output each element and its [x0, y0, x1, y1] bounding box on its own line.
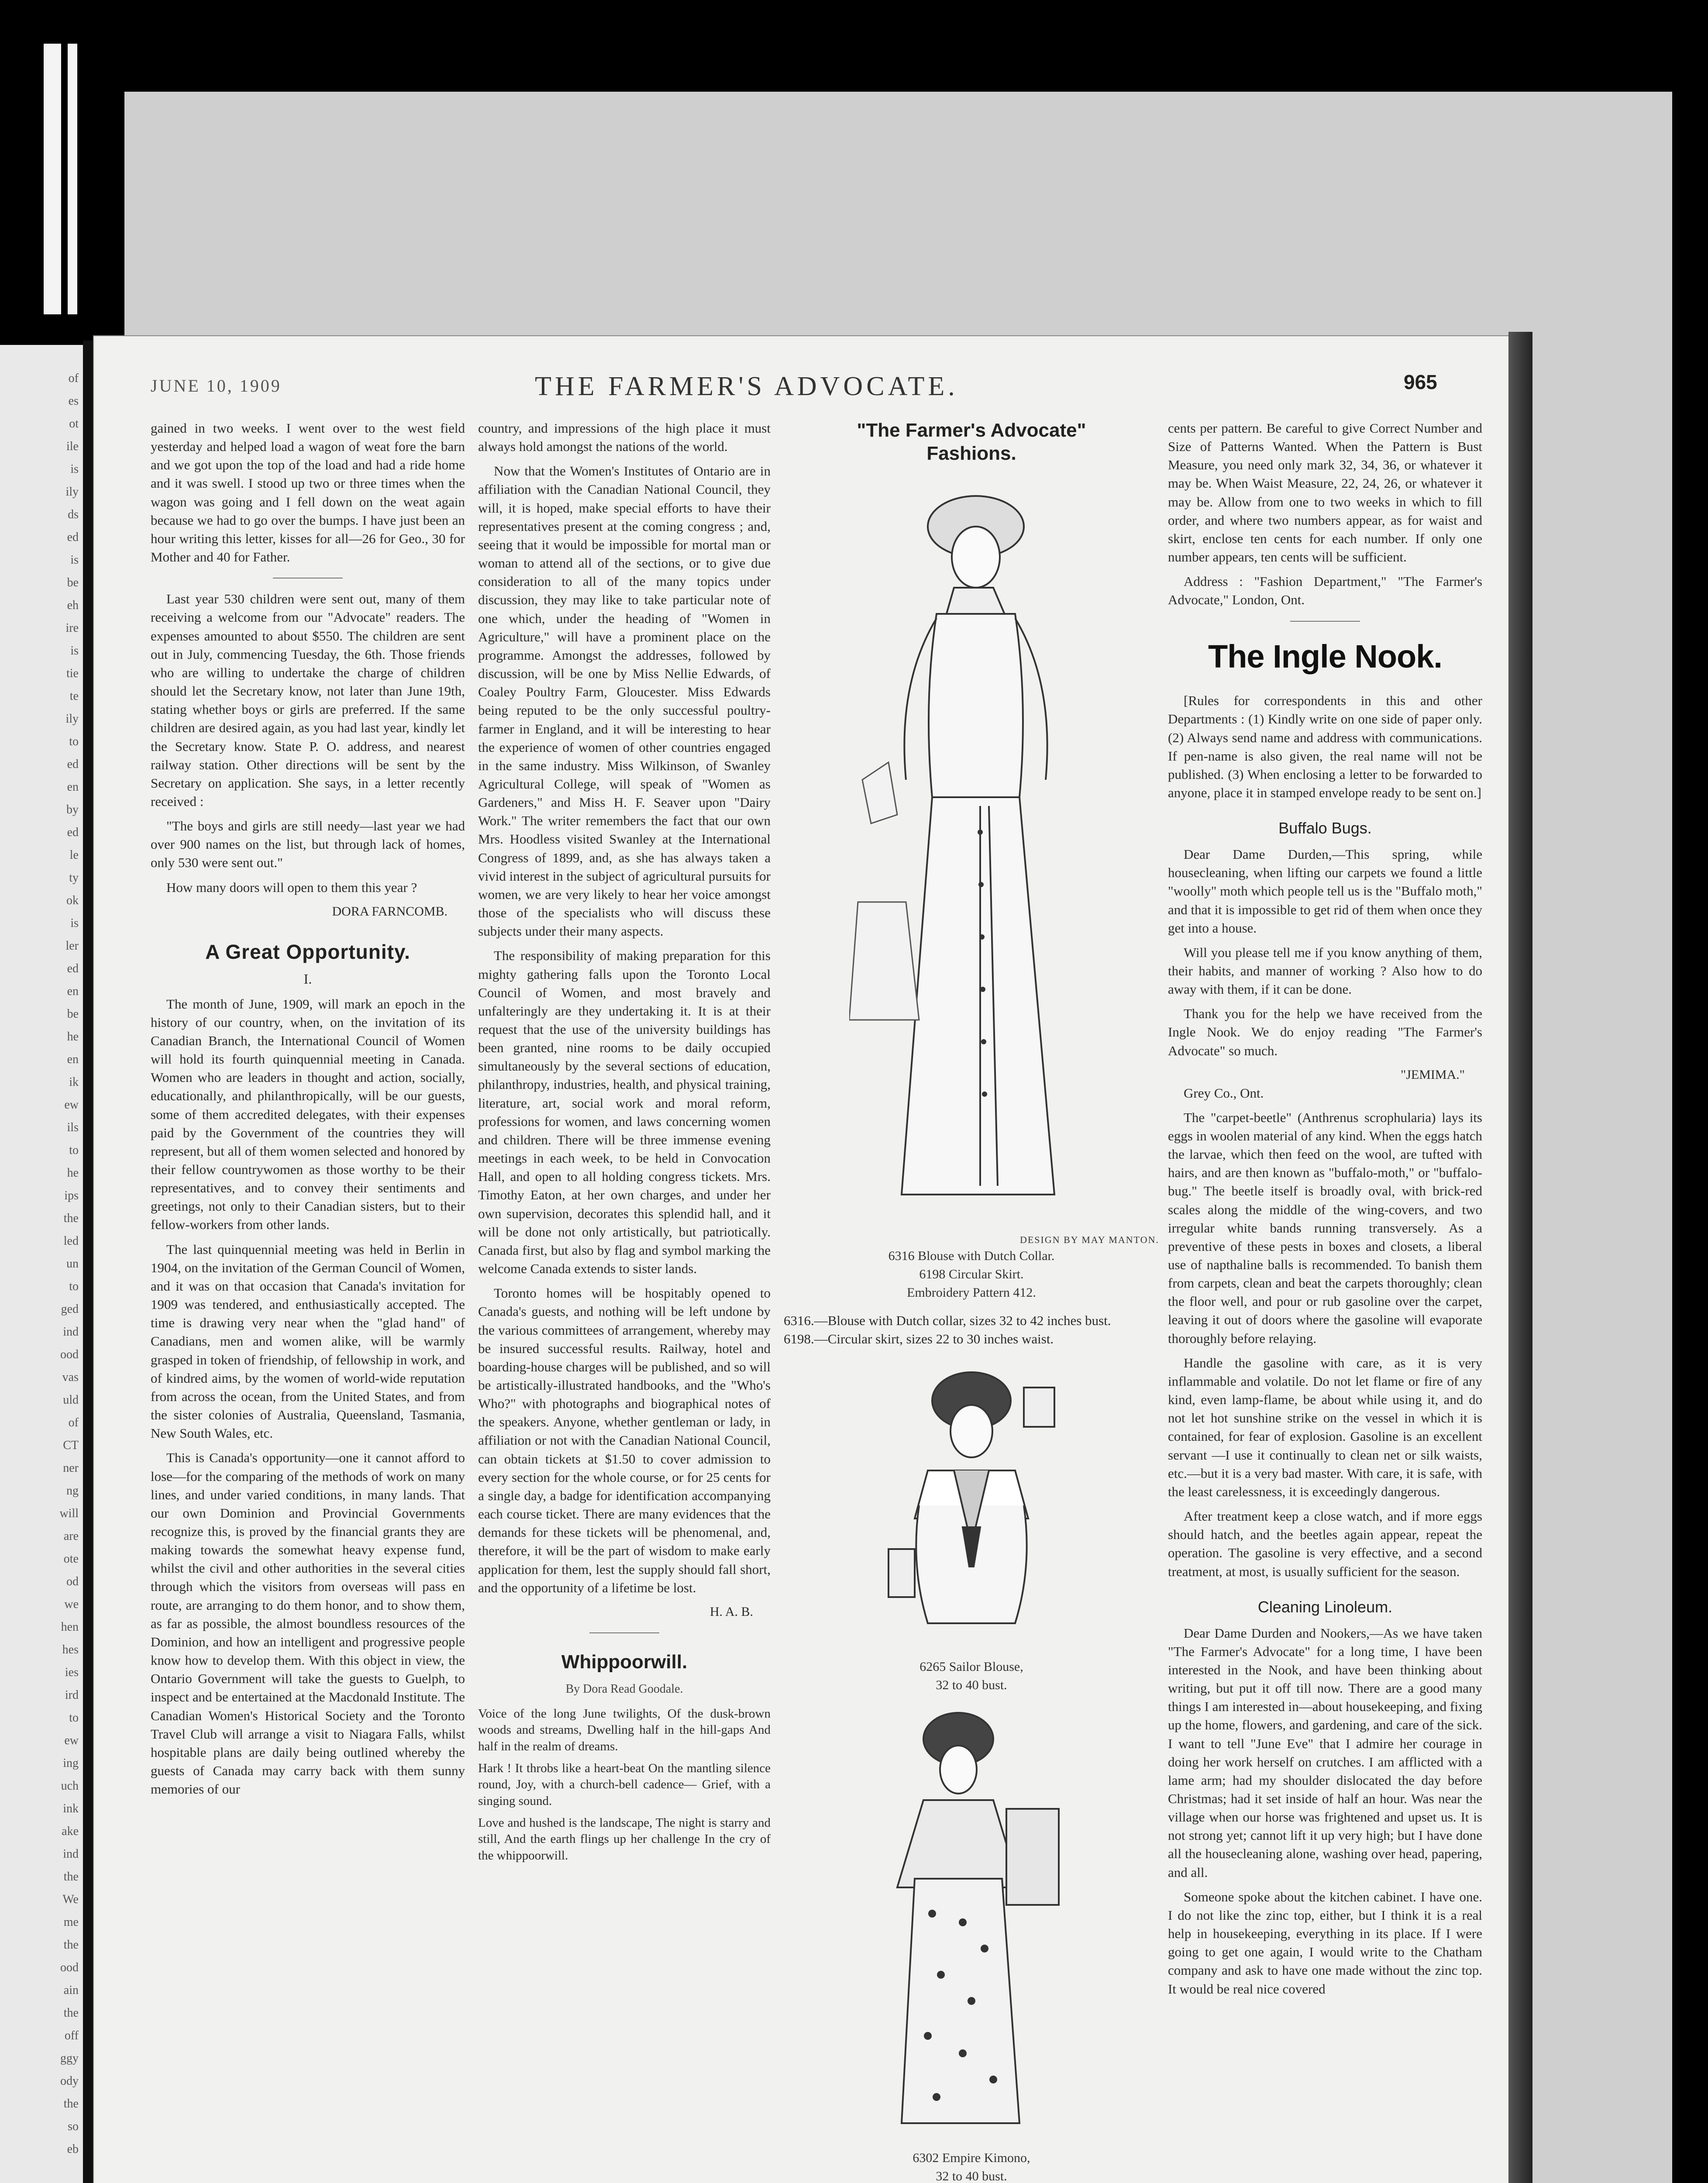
facing-page-fragment: ew	[64, 1734, 79, 1747]
facing-page-fragment: ood	[60, 1348, 79, 1361]
section-heading-cleaning-linoleum: Cleaning Linoleum.	[1257, 1598, 1393, 1616]
page-number: 965	[1404, 371, 1437, 393]
facing-page-fragment: ed	[67, 826, 79, 839]
caption-line: 32 to 40 bust.	[936, 1678, 1007, 1693]
facing-page-fragment: the	[63, 1870, 79, 1883]
facing-page-fragment: is	[70, 462, 79, 476]
article-paragraph: The month of June, 1909, will mark an epoch in the history of our country, when, on the invitation of its Canadian Branch, the International Council of Women will hold its fourth quinquennial meeting in Canada. Women who are leaders in thought and action, socially, educationally, and philanthropically, will be our guests, some of them accredited delegates, with their expenses paid by the Government of the countries they will represent, but all of them women selected and honored by their fellow countrywomen as those worthy to be their representatives, and to convey their sentiments and greetings, not only to their Canadian sisters, but to their fellow-workers from other lands.	[151, 996, 465, 1233]
facing-page-fragment: ink	[63, 1802, 79, 1815]
facing-page-fragment: ed	[67, 758, 79, 771]
facing-page-edge	[0, 345, 85, 2183]
facing-page-fragment: ing	[63, 1756, 79, 1770]
facing-page-fragment: he	[67, 1166, 79, 1180]
caption-line: 6198 Circular Skirt.	[919, 1267, 1024, 1281]
facing-page-fragment: ik	[69, 1075, 79, 1089]
facing-page-fragment: ile	[66, 440, 79, 453]
pattern-address: Address : "Fashion Department," "The Farmer's Advocate," London, Ont.	[1168, 574, 1482, 608]
facing-page-fragment: We	[62, 1893, 79, 1906]
facing-page-fragment: ire	[65, 621, 79, 635]
facing-page-fragment: ok	[66, 894, 79, 907]
facing-page-fragment: ake	[62, 1825, 79, 1838]
facing-page-fragment: ody	[60, 2074, 79, 2088]
reply-paragraph: The "carpet-beetle" (Anthrenus scrophularia) lays its eggs in woolen material of any kind. When the eggs hatch the larvae, which then feed on the wool, are tufted with hairs, and are then known as "buffalo-moth," or "buffalo-bug." The beetle itself is broadly oval, with brick-red scales along the middle of the wing-covers, and two irregular white bands running transversely. As a preventive of these pests in boxes and closets, a liberal use of napthaline balls is recommended. To banish them from carpets, clean and beat the carpets thoroughly; clean the floor well, and pour or rub gasoline over the carpet, leaving it out of doors where the gasoline will evaporate thoroughly before relaying.	[1168, 1109, 1482, 1346]
facing-page-fragment: hen	[61, 1620, 79, 1634]
signature: DORA FARNCOMB.	[332, 904, 448, 919]
column-4-ingle-nook	[1168, 419, 1482, 2004]
article-paragraph: Toronto homes will be hospitably opened to Canada's guests, and nothing will be left undone by the various committees of arrangement, whereby may be insured successful results. Railway, hotel and boarding-house charges will be published, and so will be artistically-illustrated handbooks, and the "Who's Who?" with photographs and biographical notes of the speakers. Anyone, whether gentleman or lady, in affiliation or not with the Canadian National Council, can obtain tickets at $1.50 to cover admission to every section for the whole course, or for 25 cents for a single day, a badge for identification accompanying each course ticket. There are many evidences that the demands for these tickets will be phenomenal, and, therefore, it will be the part of wisdom to make early application for them, lest the supply should fall short, and the opportunity of a lifetime be lost.	[478, 1285, 771, 1595]
film-hole-top-left	[44, 44, 61, 314]
article-paragraph: country, and impressions of the high place it must always hold amongst the nations of the world.	[478, 420, 771, 455]
facing-page-fragment: hes	[62, 1643, 79, 1656]
facing-page-fragment: to	[69, 1143, 79, 1157]
facing-page-fragment: the	[63, 1212, 79, 1225]
illustration-sailor-blouse	[880, 1361, 1063, 1649]
fashions-title-line-1: "The Farmer's Advocate"	[857, 420, 1086, 441]
facing-page-fragment: ggy	[60, 2052, 79, 2065]
reply-paragraph: Handle the gasoline with care, as it is very inflammable and volatile. Do not let flame or fire of any kind, even lamp-flame, be about while using it, and do not let hot sunshine strike on the vessel in which it is contained, for fear of explosion. Gasoline is an excellent servant —I use it continually to clean net or silk waists, etc.—but it is a very bad master. With care, it is safe, with the least carelessness, it is exceedingly dangerous.	[1168, 1355, 1482, 1499]
letter-paragraph: Will you please tell me if you know anything of them, their habits, and manner of working ? Also how to do away with them, if it can be done.	[1168, 944, 1482, 997]
section-numeral: I.	[303, 971, 312, 987]
facing-page-fragment: ily	[65, 712, 79, 726]
illustration-empire-kimono	[875, 1704, 1068, 2141]
facing-page-fragment: ew	[64, 1098, 79, 1112]
facing-page-fragment: ed	[67, 530, 79, 544]
letter-signature: "JEMIMA."	[1401, 1067, 1465, 1082]
rules-for-correspondents: [Rules for correspondents in this and other Departments : (1) Kindly write on one side of paper only. (2) Always send name and address with communications. If pen-name is also given, the real name will not be published. (3) When enclosing a letter to be forwarded to anyone, place it in stamped envelope ready to be sent on.]	[1168, 693, 1482, 800]
publication-title: THE FARMER'S ADVOCATE.	[535, 372, 958, 401]
fashions-title-line-2: Fashions.	[926, 442, 1016, 464]
facing-page-fragment: be	[67, 576, 79, 589]
fashions-title	[784, 419, 1159, 465]
facing-page-fragment: eh	[67, 599, 79, 612]
facing-page-fragment: the	[63, 2097, 79, 2111]
facing-page-fragment: en	[67, 985, 79, 998]
children-quote: "The boys and girls are still needy—last year we had over 900 names on the list, but through lack of homes, only 530 were sent out."	[151, 818, 465, 871]
facing-page-fragment: off	[64, 2029, 79, 2042]
author-initials: H. A. B.	[709, 1604, 753, 1619]
facing-page-fragment: ty	[69, 871, 79, 885]
column-1	[151, 419, 465, 1804]
illustration-blouse-skirt	[849, 474, 1094, 1225]
reply-paragraph: After treatment keep a close watch, and if more eggs should hatch, and the beetles again appear, repeat the operation. The gasoline is very effective, and a second treatment, at most, is usually sufficient for the season.	[1168, 1508, 1482, 1579]
caption-line: Embroidery Pattern 412.	[907, 1285, 1036, 1300]
facing-page-fragment: le	[69, 848, 79, 862]
facing-page-fragment: ird	[65, 1688, 79, 1702]
facing-page-fragment: ies	[65, 1666, 79, 1679]
facing-page-fragment: ed	[67, 962, 79, 975]
divider	[589, 1632, 659, 1633]
facing-page-fragment: ote	[63, 1552, 79, 1566]
poem-title: Whippoorwill.	[561, 1651, 688, 1673]
facing-page-fragment: to	[69, 1280, 79, 1293]
caption-line: 6302 Empire Kimono,	[913, 2151, 1030, 2166]
facing-page-fragment: un	[66, 1257, 79, 1271]
newspaper-page	[94, 336, 1508, 2183]
letter-paragraph: Someone spoke about the kitchen cabinet. I have one. I do not like the zinc top, either, but I think it is a real help in housekeeping, everything in its place. If I were going to get one again, I would write to the Chatham company and ask to have one made without the zinc top. It would be real nice covered	[1168, 1889, 1482, 1997]
facing-page-fragment: will	[59, 1507, 79, 1520]
figure-caption	[784, 2149, 1159, 2183]
figure-caption	[784, 1233, 1159, 1302]
pattern-line: 6316.—Blouse with Dutch collar, sizes 32 to 42 inches bust.	[784, 1312, 1111, 1328]
poem-stanza: Love and hushed is the landscape, The night is starry and still, And the earth flings up her challenge In the cry of the whippoorwill.	[478, 1815, 771, 1863]
facing-page-fragment: od	[66, 1575, 79, 1588]
page-header	[94, 336, 1508, 402]
facing-page-fragment: the	[63, 2006, 79, 2020]
design-credit: DESIGN BY MAY MANTON.	[1019, 1234, 1159, 1245]
letter-paragraph: Dear Dame Durden and Nookers,—As we have taken "The Farmer's Advocate" for a long time, I have been interested in the Nook, and have been thinking about writing, but put it off till now. There are a good many things I am interested in—about housekeeping, and fixing up the home, flowers, and gardening, and care of the sick. I want to tell "June Eve" that I admire her courage in doing her work herself on crutches. I am afflicted with a lame arm; had my shoulder dislocated the day before Christmas; had it set inside of half an hour. Was near the village when our horse was frightened and upset us. It is not strong yet; cannot lift it up very high; but I have done all the housecleaning alone, washing over head, papering, and all.	[1168, 1625, 1482, 1880]
facing-page-fragment: ler	[65, 939, 79, 953]
facing-page-fragment: of	[68, 1416, 79, 1429]
article-paragraph: The responsibility of making preparation for this mighty gathering falls upon the Toronto Local Council of Women, and most bravely and unfalteringly are they undertaking it. It is at their request that the use of the university buildings has been granted, nine rooms to be daily occupied simultaneously by the several sections of education, philanthropy, industries, health, and physical training, literature, art, social work and moral reform, professions for women, and laws concerning women and children. There will be three immense evening meetings in each week, to be held in Convocation Hall, and open to all holding congress tickets. Mrs. Timothy Eaton, at her own charges, and under her own supervision, decorates this splendid hall, and it will be done not only artistically, but patriotically. Canada first, but also by flag and symbol marking the welcome Canada extends to sister lands.	[478, 948, 771, 1277]
article-heading: A Great Opportunity.	[205, 940, 410, 963]
book-gutter	[83, 341, 93, 2183]
facing-page-fragment: uld	[63, 1393, 79, 1407]
divider	[1290, 621, 1360, 622]
film-hole-top-left-2	[68, 44, 77, 314]
letter-place: Grey Co., Ont.	[1184, 1085, 1264, 1101]
caption-line: 6265 Sailor Blouse,	[919, 1660, 1023, 1674]
children-paragraph: Last year 530 children were sent out, many of them receiving a welcome from our "Advocate" readers. The expenses amounted to about $550. The children are sent out in July, commencing Tuesday, the 6th. Those friends who are willing to undertake the charge of children should let the Secretary know, not later than June 19th, stating whether boys or girls are preferred. If the same children are desired again, as you had last year, kindly let the Secretary know. State P. O. address, and nearest railway station. Other directions will be sent by the Secretary on application. She says, in a letter recently received :	[151, 591, 465, 809]
facing-page-fragment: so	[68, 2120, 79, 2133]
facing-page-fragment: he	[67, 1030, 79, 1043]
facing-page-fragment: ged	[61, 1302, 79, 1316]
children-question: How many doors will open to them this year ?	[166, 879, 417, 895]
facing-page-fragment: is	[70, 553, 79, 567]
facing-page-fragment: vas	[62, 1370, 79, 1384]
poem-stanza: Voice of the long June twilights, Of the dusk-brown woods and streams, Dwelling half in the hill-gaps And half in the realm of dreams.	[478, 1706, 771, 1753]
caption-line: 6316 Blouse with Dutch Collar.	[888, 1248, 1055, 1263]
facing-page-fragment: be	[67, 1007, 79, 1021]
facing-page-fragment: ily	[65, 485, 79, 499]
article-paragraph: The last quinquennial meeting was held in Berlin in 1904, on the invitation of the German Council of Women, and it was on that occasion that Canada's invitation for 1909 was tendered, and enthusiastically accepted. The time is drawing very near when the "glad hand" of Canadians, men and women alike, will be warmly grasped in token of friendship, of fellowship in work, and of kindred aims, by the women of world-wide reputation from across the ocean, from the United States, and from the sister colonies of Australia, Queensland, Tasmania, New South Wales, etc.	[151, 1241, 465, 1441]
section-heading-buffalo-bugs: Buffalo Bugs.	[1278, 819, 1372, 837]
facing-page-fragment: eb	[67, 2142, 79, 2156]
facing-page-fragment: to	[69, 735, 79, 748]
facing-page-fragment: en	[67, 1053, 79, 1066]
facing-page-fragment: es	[68, 394, 79, 408]
pattern-line: 6198.—Circular skirt, sizes 22 to 30 inches waist.	[784, 1331, 1054, 1346]
facing-page-fragment: ner	[63, 1461, 79, 1475]
facing-page-fragment: by	[66, 803, 79, 816]
facing-page-fragment: of	[68, 372, 79, 385]
facing-page-fragment: ind	[63, 1847, 79, 1861]
facing-page-fragment: ng	[66, 1484, 79, 1498]
poem-byline: By Dora Read Goodale.	[565, 1682, 683, 1696]
pattern-description	[784, 1312, 1159, 1348]
facing-page-fragment: ain	[63, 1983, 79, 1997]
poem-stanza: Hark ! It throbs like a heart-beat On the mantling silence round, Joy, with a church-bell cadence— Grief, with a singing sound.	[478, 1761, 771, 1808]
facing-page-fragment: the	[63, 1938, 79, 1952]
poem-body	[478, 1706, 771, 1864]
facing-page-fragment: to	[69, 1711, 79, 1725]
figure-caption	[784, 1658, 1159, 1694]
facing-page-fragment: CT	[63, 1439, 79, 1452]
facing-page-fragment: tie	[66, 667, 79, 680]
facing-page-fragment: en	[67, 780, 79, 794]
letter-paragraph: Thank you for the help we have received from the Ingle Nook. We do enjoy reading "The Farmer's Advocate" so much.	[1168, 1006, 1482, 1058]
article-paragraph: This is Canada's opportunity—one it cannot afford to lose—for the comparing of the methods of work on many lines, and under varied conditions, in many lands. That our own Dominion and Provincial Governments recognize this, is proved by the financial grants they are making towards the somewhat heavy expense fund, whilst the civil and other authorities in the several cities through which the visitors from overseas will pass en route, are arranging to do them honor, and to show them, as far as possible, the almost boundless resources of the Dominion, and how an intelligent and progressive people know how to develop them. With this object in view, the Ontario Government will take the guests to Guelph, to inspect and be entertained at the Macdonald Institute. The Canadian Women's Historical Society and the Toronto Travel Club will arrange a visit to Niagara Falls, whilst hospitable plans are daily being outlined whereby the guests of Canada may carry back with them sunny memories of our	[151, 1450, 465, 1797]
letter-tail: gained in two weeks. I went over to the west field yesterday and helped load a wagon of weat fore the barn and we got upon the top of the load and had a ride home and it was swell. I stood up two or three times when the wagon was going and I fell down on the weat again because we had to go over the bumps. I have just been an hour writing this letter, kisses for all—26 for Geo., 30 for Mother and 40 for Father.	[151, 420, 465, 565]
facing-page-fragment: ind	[63, 1325, 79, 1339]
column-2	[478, 419, 771, 1870]
pattern-instructions: cents per pattern. Be careful to give Correct Number and Size of Patterns Wanted. When the Pattern is Bust Measure, you need only mark 32, 34, 36, or whatever it may be. When Waist Measure, 22, 24, 26, or whatever it may be. Allow from one to two weeks in which to fill order, and where two numbers appear, as for waist and skirt, enclose ten cents for each number. If only one number appears, ten cents will be sufficient.	[1168, 420, 1482, 565]
page-edge-shadow	[1508, 332, 1532, 2183]
letter-paragraph: Dear Dame Durden,—This spring, while housecleaning, when lifting our carpets we found a little "woolly" moth which people tell us is the "Buffalo moth," and that it is impossible to get rid of them when once they get into a house.	[1168, 847, 1482, 936]
facing-page-fragment: we	[64, 1598, 79, 1611]
facing-page-fragment: ds	[68, 508, 79, 521]
facing-page-fragment: is	[70, 644, 79, 658]
facing-page-fragment: are	[63, 1529, 79, 1543]
facing-page-fragment: ips	[64, 1189, 79, 1202]
ingle-nook-title: The Ingle Nook.	[1208, 638, 1442, 675]
facing-page-fragment: uch	[61, 1779, 79, 1793]
caption-line: 32 to 40 bust.	[936, 2169, 1007, 2183]
article-paragraph: Now that the Women's Institutes of Ontario are in affiliation with the Canadian National Council, they will, it is hoped, make special efforts to have their representatives present at the coming congress ; and, seeing that it would be impossible for mortal man or woman to attend all of the sections, or to give due consideration to all of the many topics under discussion, they may like to take particular note of one which, under the heading of "Women in Agriculture," will have a prominent place on the programme. Amongst the addresses, followed by discussion, will be one by Miss Nellie Edwards, of Coaley Poultry Farm, Gloucester. Miss Edwards being reputed to be the only successful poultry-farmer in England, and it will be interesting to hear the experience of women of other countries engaged in the same industry. Miss Wilkinson, of Swanley Agricultural College, will speak of "Women as Gardeners," and Miss H. F. Seaver upon "Dairy Work." The writer remembers the fact that our own Mrs. Hoodless visited Swanley at the International Congress of 1899, and, as she has always taken a vivid interest in the subject of agricultural pursuits for women, we are very likely to hear her voice amongst those of the specialists who will discuss these subjects under their many aspects.	[478, 463, 771, 939]
facing-page-fragment: is	[70, 916, 79, 930]
facing-page-fragment: me	[63, 1915, 79, 1929]
facing-page-fragment: led	[63, 1234, 79, 1248]
issue-date: JUNE 10, 1909	[151, 376, 282, 396]
facing-page-fragment: ils	[67, 1121, 79, 1134]
facing-page-fragment: ot	[69, 417, 79, 430]
facing-page-fragment: ood	[60, 1961, 79, 1974]
facing-page-fragment: te	[69, 689, 79, 703]
column-3-fashions	[784, 419, 1159, 2183]
